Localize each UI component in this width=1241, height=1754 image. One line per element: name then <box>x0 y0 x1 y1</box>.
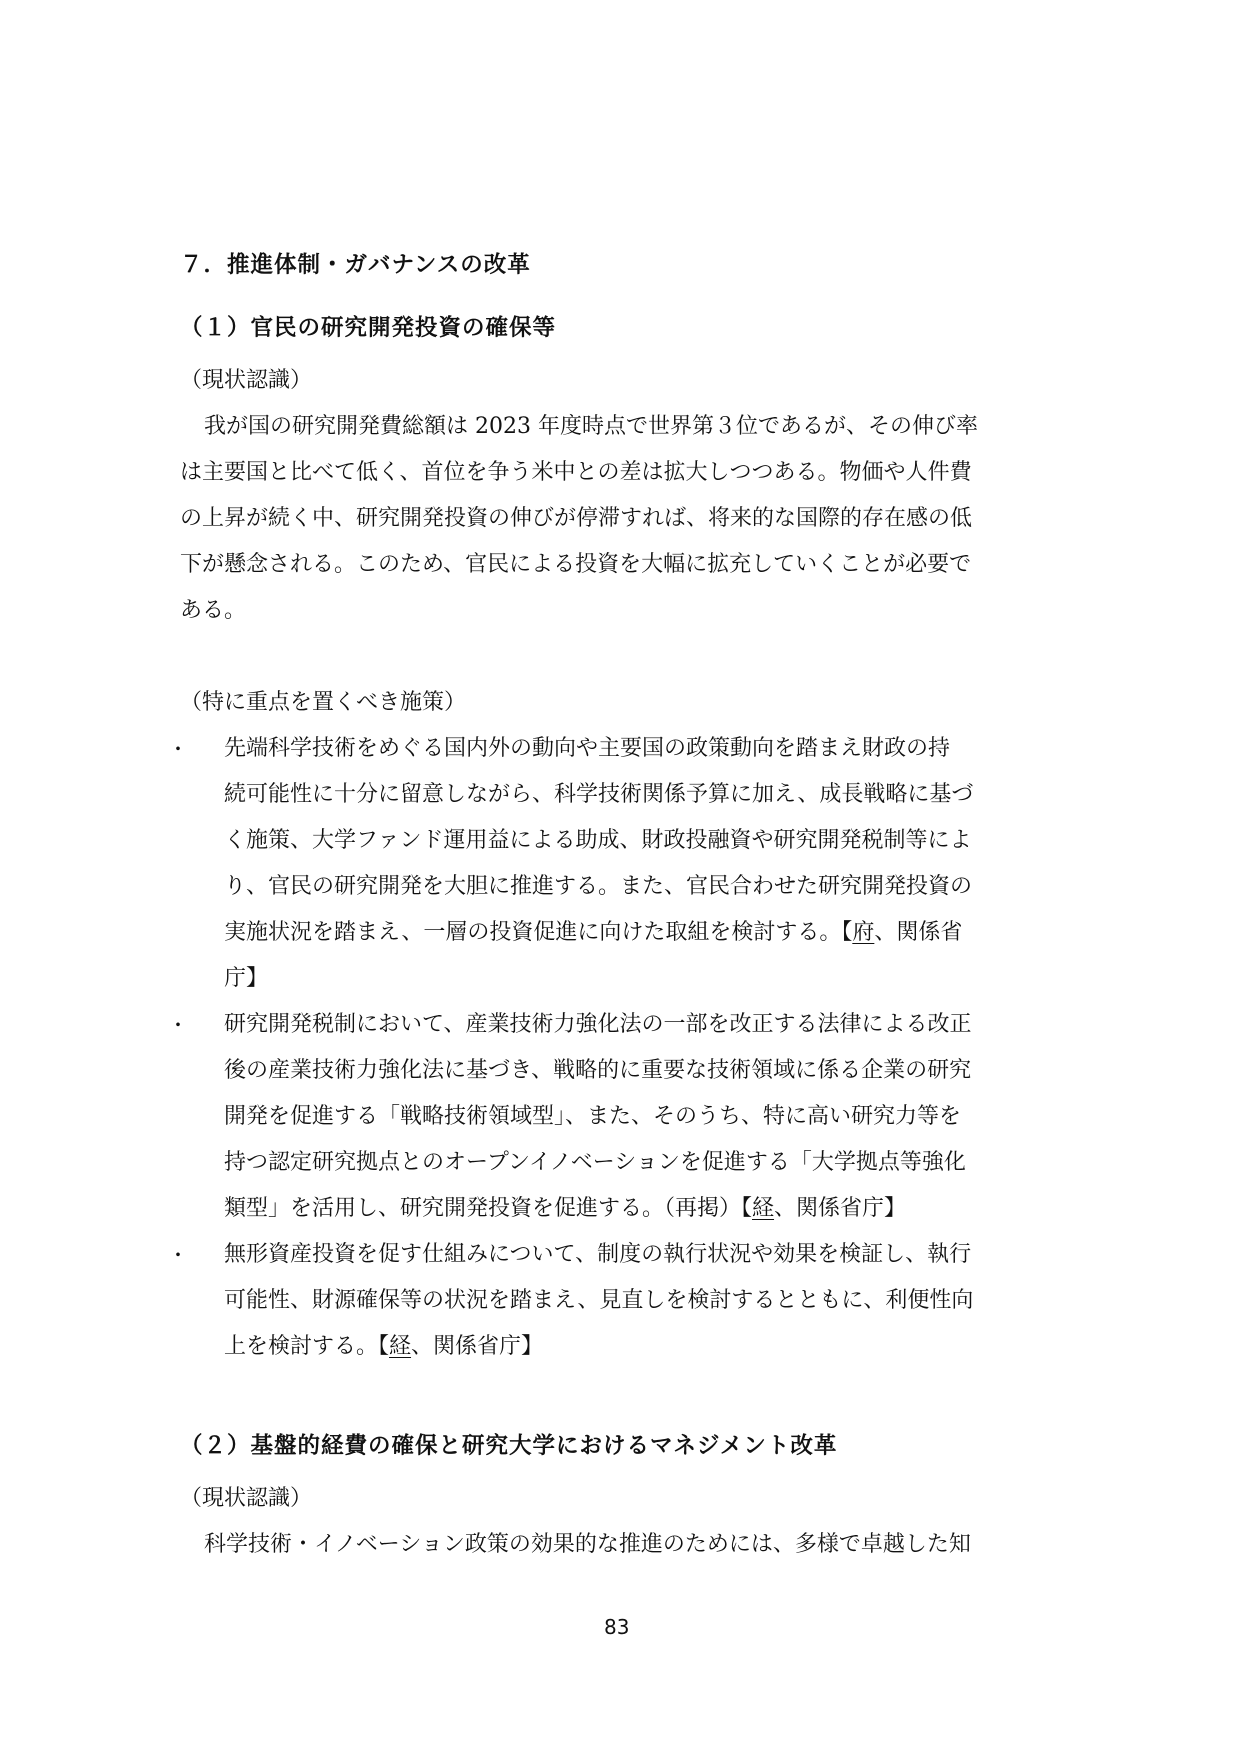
ministry-tag: 経 <box>752 1196 775 1221</box>
bullet-2-line: 持つ認定研究拠点とのオープンイノベーションを促進する「大学拠点等強化 <box>224 1150 966 1175</box>
page-number: 83 <box>604 1615 630 1639</box>
subsection-1-title: （１）官民の研究開発投資の確保等 <box>180 315 557 341</box>
subsection-2-title: （２）基盤的経費の確保と研究大学におけるマネジメント改革 <box>180 1433 838 1459</box>
bullet-3-line: 無形資産投資を促す仕組みについて、制度の執行状況や効果を検証し、執行 <box>224 1242 972 1267</box>
paragraph-line: 我が国の研究開発費総額は 2023 年度時点で世界第３位であるが、その伸び率 <box>204 414 978 439</box>
paragraph-line: は主要国と比べて低く、首位を争う米中との差は拡大しつつある。物価や人件費 <box>180 460 972 485</box>
ministry-tag: 府 <box>852 920 875 945</box>
bullet-marker: ・ <box>168 1013 188 1037</box>
bullet-1-line: 先端科学技術をめぐる国内外の動向や主要国の政策動向を踏まえ財政の持 <box>224 736 951 761</box>
bullet-1-line: り、官民の研究開発を大胆に推進する。また、官民合わせた研究開発投資の <box>224 874 973 899</box>
bullet-1-line: 実施状況を踏まえ、一層の投資促進に向けた取組を検討する。【府、関係省 <box>224 920 963 945</box>
bullet-marker: ・ <box>168 737 188 761</box>
bullet-marker: ・ <box>168 1243 188 1267</box>
bullet-2-line: 研究開発税制において、産業技術力強化法の一部を改正する法律による改正 <box>224 1012 972 1037</box>
paragraph-line: 下が懸念される。このため、官民による投資を大幅に拡充していくことが必要で <box>180 552 972 577</box>
paragraph-line: ある。 <box>180 598 247 623</box>
bullet-3-line: 上を検討する。【経、関係省庁】 <box>224 1334 544 1359</box>
paragraph-line: の上昇が続く中、研究開発投資の伸びが停滞すれば、将来的な国際的存在感の低 <box>180 506 973 531</box>
bullet-2-line: 類型」を活用し、研究開発投資を促進する。（再掲）【経、関係省庁】 <box>224 1196 907 1221</box>
current-status-label: （現状認識） <box>180 1486 313 1511</box>
bullet-2-line: 後の産業技術力強化法に基づき、戦略的に重要な技術領域に係る企業の研究 <box>224 1058 972 1083</box>
paragraph-line: 科学技術・イノベーション政策の効果的な推進のためには、多様で卓越した知 <box>204 1532 971 1557</box>
bullet-3-line: 可能性、財源確保等の状況を踏まえ、見直しを検討するとともに、利便性向 <box>224 1288 974 1313</box>
bullet-1-line: く施策、大学ファンド運用益による助成、財政投融資や研究開発税制等によ <box>224 828 972 853</box>
bullet-2-line: 開発を促進する「戦略技術領域型」、また、そのうち、特に高い研究力等を <box>224 1104 962 1129</box>
ministry-tag: 経 <box>389 1334 412 1359</box>
bullet-1-line: 庁】 <box>224 966 269 991</box>
bullet-1-line: 続可能性に十分に留意しながら、科学技術関係予算に加え、成長戦略に基づ <box>224 782 974 807</box>
current-status-label: （現状認識） <box>180 368 313 393</box>
section-title: ７．推進体制・ガバナンスの改革 <box>180 252 531 278</box>
priority-measures-label: （特に重点を置くべき施策） <box>180 690 467 715</box>
